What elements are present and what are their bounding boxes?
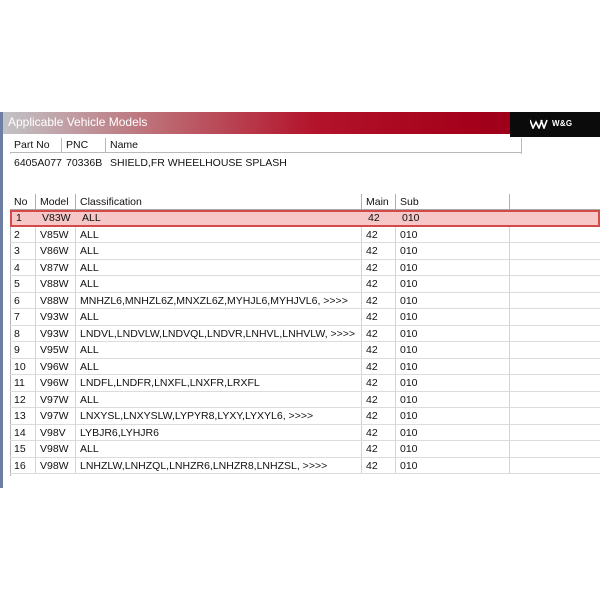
table-row[interactable] — [10, 276, 600, 293]
cell-model: V96W — [36, 375, 76, 391]
header-pnc: PNC — [62, 138, 106, 153]
cell-main: 42 — [362, 326, 396, 342]
cell-main: 42 — [362, 375, 396, 391]
cell-no: 12 — [10, 392, 36, 408]
column-header-filler — [510, 194, 600, 210]
cell-sub: 010 — [396, 458, 510, 474]
cell-no: 5 — [10, 276, 36, 292]
cell-no: 6 — [10, 293, 36, 309]
cell-no: 8 — [10, 326, 36, 342]
cell-sub: 010 — [396, 359, 510, 375]
cell-classification: ALL — [76, 441, 362, 457]
cell-no: 1 — [12, 212, 38, 225]
column-header-no[interactable]: No — [10, 194, 36, 210]
cell-sub: 010 — [396, 326, 510, 342]
cell-model: V95W — [36, 342, 76, 358]
cell-no: 2 — [10, 227, 36, 243]
table-row[interactable] — [10, 326, 600, 343]
cell-classification: LNDVL,LNDVLW,LNDVQL,LNDVR,LNHVL,LNHVLW, >>>> — [76, 326, 362, 342]
cell-model: V88W — [36, 276, 76, 292]
cell-classification: ALL — [76, 276, 362, 292]
cell-sub: 010 — [396, 243, 510, 259]
table-row[interactable] — [10, 210, 600, 227]
table-row[interactable] — [10, 260, 600, 277]
column-header-classification[interactable]: Classification — [76, 194, 362, 210]
cell-classification: ALL — [76, 243, 362, 259]
cell-main: 42 — [362, 425, 396, 441]
cell-sub: 010 — [396, 441, 510, 457]
table-row[interactable] — [10, 408, 600, 425]
cell-sub: 010 — [396, 276, 510, 292]
cell-model: V93W — [36, 326, 76, 342]
table-row[interactable] — [10, 243, 600, 260]
cell-no: 11 — [10, 375, 36, 391]
cell-main: 42 — [362, 392, 396, 408]
value-pnc: 70336B — [66, 157, 103, 169]
value-part-no: 6405A077 — [14, 157, 62, 169]
table-row[interactable] — [10, 359, 600, 376]
column-header-main[interactable]: Main — [362, 194, 396, 210]
cell-classification: ALL — [76, 392, 362, 408]
cell-model: V93W — [36, 309, 76, 325]
cell-main: 42 — [364, 212, 398, 225]
column-header-model[interactable]: Model — [36, 194, 76, 210]
cell-main: 42 — [362, 276, 396, 292]
header-part-no: Part No — [10, 138, 62, 153]
cell-sub: 010 — [396, 392, 510, 408]
cell-no: 7 — [10, 309, 36, 325]
table-row[interactable] — [10, 375, 600, 392]
cell-main: 42 — [362, 260, 396, 276]
cell-classification: LNDFL,LNDFR,LNXFL,LNXFR,LRXFL — [76, 375, 362, 391]
cell-sub: 010 — [396, 260, 510, 276]
cell-main: 42 — [362, 342, 396, 358]
table-row[interactable] — [10, 425, 600, 442]
table-row[interactable] — [10, 309, 600, 326]
cell-no: 3 — [10, 243, 36, 259]
cell-sub: 010 — [396, 227, 510, 243]
cell-main: 42 — [362, 441, 396, 457]
cell-no: 9 — [10, 342, 36, 358]
cell-model: V87W — [36, 260, 76, 276]
logo-text: W&G — [552, 119, 573, 128]
cell-model: V97W — [36, 392, 76, 408]
cell-model: V98V — [36, 425, 76, 441]
table-row[interactable] — [10, 227, 600, 244]
cell-classification: MNHZL6,MNHZL6Z,MNXZL6Z,MYHJL6,MYHJVL6, >>>> — [76, 293, 362, 309]
cell-sub: 010 — [396, 342, 510, 358]
cell-no: 16 — [10, 458, 36, 474]
cell-no: 10 — [10, 359, 36, 375]
cell-model: V98W — [36, 458, 76, 474]
value-name: SHIELD,FR WHEELHOUSE SPLASH — [110, 157, 287, 169]
cell-sub: 010 — [396, 309, 510, 325]
header-name: Name — [106, 138, 522, 153]
cell-model: V97W — [36, 408, 76, 424]
cell-sub: 010 — [398, 212, 512, 225]
cell-no: 4 — [10, 260, 36, 276]
cell-model: V85W — [36, 227, 76, 243]
cell-main: 42 — [362, 408, 396, 424]
cell-model: V88W — [36, 293, 76, 309]
cell-classification: ALL — [76, 260, 362, 276]
cell-model: V86W — [36, 243, 76, 259]
table-row[interactable] — [10, 458, 600, 475]
cell-main: 42 — [362, 309, 396, 325]
cell-main: 42 — [362, 293, 396, 309]
table-row[interactable] — [10, 441, 600, 458]
column-header-sub[interactable]: Sub — [396, 194, 510, 210]
cell-no: 13 — [10, 408, 36, 424]
cell-main: 42 — [362, 243, 396, 259]
wg-logo-icon — [530, 119, 550, 129]
cell-no: 15 — [10, 441, 36, 457]
table-row[interactable] — [10, 392, 600, 409]
cell-classification: ALL — [76, 227, 362, 243]
brand-logo — [510, 112, 600, 137]
cell-model: V98W — [36, 441, 76, 457]
cell-classification: ALL — [78, 212, 364, 225]
table-row[interactable] — [10, 293, 600, 310]
table-row[interactable] — [10, 342, 600, 359]
cell-classification: ALL — [76, 342, 362, 358]
cell-sub: 010 — [396, 293, 510, 309]
cell-sub: 010 — [396, 375, 510, 391]
cell-model: V83W — [38, 212, 78, 225]
cell-classification: LNHZLW,LNHZQL,LNHZR6,LNHZR8,LNHZSL, >>>> — [76, 458, 362, 474]
cell-sub: 010 — [396, 408, 510, 424]
window-title: Applicable Vehicle Models — [8, 115, 148, 129]
cell-classification: LNXYSL,LNXYSLW,LYPYR8,LYXY,LYXYL6, >>>> — [76, 408, 362, 424]
cell-classification: LYBJR6,LYHJR6 — [76, 425, 362, 441]
cell-classification: ALL — [76, 359, 362, 375]
cell-main: 42 — [362, 227, 396, 243]
cell-classification: ALL — [76, 309, 362, 325]
cell-main: 42 — [362, 458, 396, 474]
cell-main: 42 — [362, 359, 396, 375]
cell-no: 14 — [10, 425, 36, 441]
cell-sub: 010 — [396, 425, 510, 441]
cell-model: V96W — [36, 359, 76, 375]
